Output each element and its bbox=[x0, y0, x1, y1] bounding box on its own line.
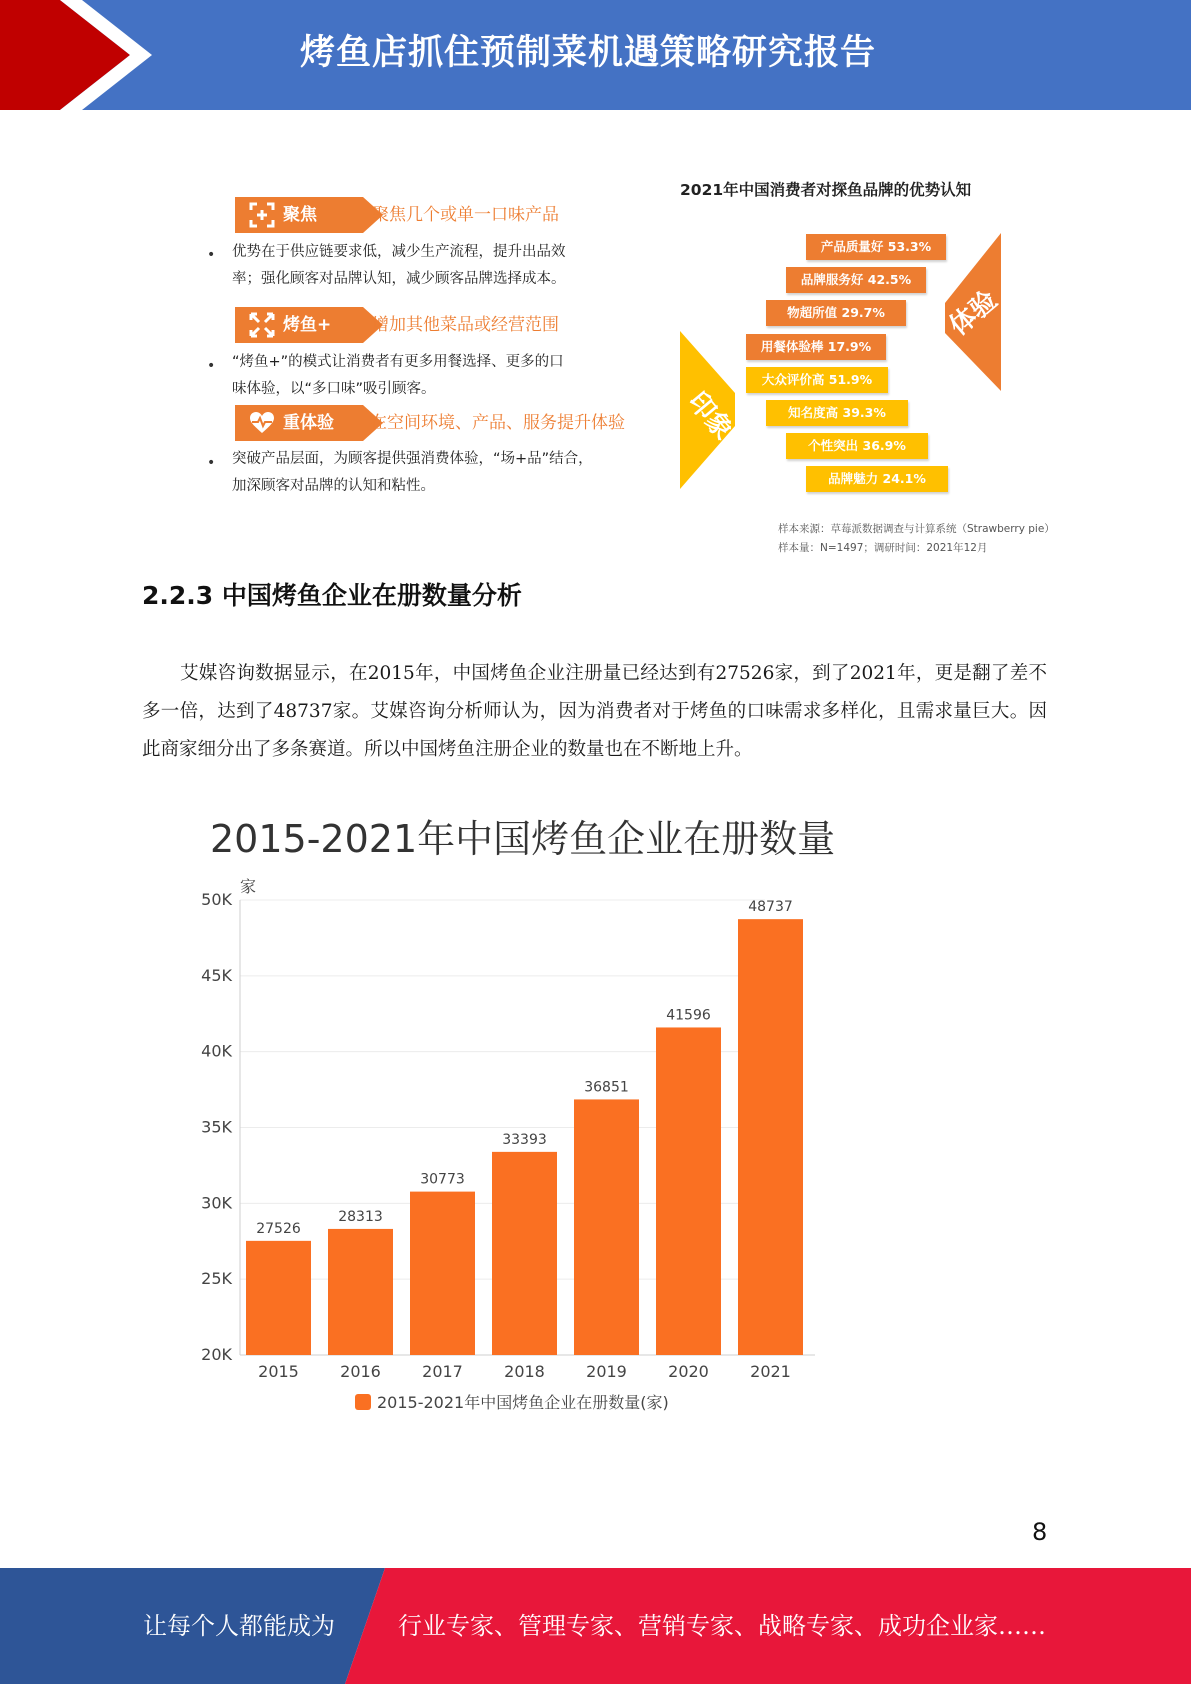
bar-value-label: 41596 bbox=[666, 1007, 711, 1024]
bar-value-label: 28313 bbox=[338, 1208, 383, 1225]
footer-slogan-left: 让每个人都能成为 bbox=[143, 1612, 335, 1640]
report-title: 烤鱼店抓住预制菜机遇策略研究报告 bbox=[300, 33, 877, 73]
legend-swatch bbox=[355, 1394, 371, 1410]
section-heading: 2.2.3 中国烤鱼企业在册数量分析 bbox=[142, 581, 522, 610]
bar-value-label: 48737 bbox=[748, 899, 793, 916]
page-footer bbox=[0, 1568, 1191, 1684]
chart-title: 2015-2021年中国烤鱼企业在册数量 bbox=[210, 817, 836, 861]
bar bbox=[328, 1229, 393, 1355]
bullet-line: 率；强化顾客对品牌认知，减少顾客品牌选择成本。 bbox=[232, 271, 566, 287]
tag-label: 重体验 bbox=[283, 413, 334, 433]
bullet-line: 突破产品层面，为顾客提供强消费体验，“场+品”结合， bbox=[232, 451, 593, 467]
tag-label: 聚焦 bbox=[283, 205, 317, 225]
tag-description: 在空间环境、产品、服务提升体验 bbox=[370, 413, 625, 433]
y-tick-label: 25K bbox=[201, 1269, 232, 1289]
tag-label: 烤鱼+ bbox=[283, 315, 332, 335]
x-tick-label: 2016 bbox=[340, 1362, 381, 1381]
bar-value-label: 33393 bbox=[502, 1131, 547, 1148]
y-tick-label: 35K bbox=[201, 1117, 232, 1137]
x-tick-label: 2018 bbox=[504, 1362, 545, 1381]
bullet-dot: • bbox=[207, 455, 216, 471]
infographic-title: 2021年中国消费者对探鱼品牌的优势认知 bbox=[680, 181, 972, 199]
y-tick-label: 40K bbox=[201, 1041, 232, 1061]
bar-value-label: 27526 bbox=[256, 1220, 301, 1237]
footer-slogan-right: 行业专家、管理专家、营销专家、战略专家、成功企业家…… bbox=[398, 1612, 1046, 1640]
sample-note: 样本量：N=1497；调研时间：2021年12月 bbox=[778, 542, 988, 554]
y-tick-label: 30K bbox=[201, 1193, 232, 1213]
advantage-bar: 产品质量好 53.3% bbox=[806, 234, 946, 260]
focus-frame-icon bbox=[249, 202, 275, 228]
tag-grilled-fish-plus bbox=[235, 307, 363, 343]
legend-label: 2015-2021年中国烤鱼企业在册数量(家) bbox=[377, 1393, 669, 1412]
tag-description: 增加其他菜品或经营范围 bbox=[372, 315, 559, 335]
heartbeat-icon bbox=[249, 410, 275, 436]
bullet-line: 优势在于供应链要求低，减少生产流程，提升出品效 bbox=[232, 244, 566, 260]
bar-chart bbox=[180, 870, 820, 1430]
y-axis-unit-label: 家 bbox=[240, 877, 257, 896]
x-tick-label: 2017 bbox=[422, 1362, 463, 1381]
bar bbox=[492, 1152, 557, 1355]
bar bbox=[656, 1027, 721, 1355]
bullet-dot: • bbox=[207, 358, 216, 374]
page-header bbox=[0, 0, 1191, 110]
tag-experience bbox=[235, 405, 363, 441]
bullet-line: 味体验，以“多口味”吸引顾客。 bbox=[232, 381, 436, 397]
advantage-bar: 物超所值 29.7% bbox=[766, 300, 906, 326]
advantage-bar: 品牌魅力 24.1% bbox=[806, 466, 948, 492]
advantage-bar: 品牌服务好 42.5% bbox=[786, 267, 926, 293]
y-tick-label: 20K bbox=[201, 1345, 232, 1364]
x-tick-label: 2021 bbox=[750, 1362, 791, 1381]
advantage-bar: 个性突出 36.9% bbox=[786, 433, 928, 459]
y-tick-label: 45K bbox=[201, 965, 232, 985]
advantage-bar: 大众评价高 51.9% bbox=[746, 367, 888, 393]
tag-description: 聚焦几个或单一口味产品 bbox=[372, 205, 559, 225]
bar bbox=[410, 1192, 475, 1355]
bullet-line: “烤鱼+”的模式让消费者有更多用餐选择、更多的口 bbox=[232, 354, 564, 370]
expand-arrows-icon bbox=[249, 312, 275, 338]
bullet-line: 加深顾客对品牌的认知和粘性。 bbox=[232, 478, 435, 494]
y-tick-label: 50K bbox=[201, 890, 232, 909]
advantage-bar: 知名度高 39.3% bbox=[766, 400, 908, 426]
body-paragraph: 艾媒咨询数据显示，在2015年，中国烤鱼企业注册量已经达到有27526家，到了2021年，更是翻了差不多一倍，达到了48737家。艾媒咨询分析师认为，因为消费者对于烤鱼的口味需求多样化，且需求量巨大。因此商家细分出了多条赛道。所以中国烤鱼注册企业的数量也在不断地上升。 bbox=[142, 663, 1047, 760]
page-number: 8 bbox=[1032, 1518, 1048, 1546]
x-tick-label: 2015 bbox=[258, 1362, 299, 1381]
bar-value-label: 36851 bbox=[584, 1079, 629, 1096]
advantage-bar: 用餐体验棒 17.9% bbox=[746, 334, 886, 360]
experience-label: 体验 bbox=[944, 285, 1004, 342]
bar-value-label: 30773 bbox=[420, 1171, 465, 1188]
tag-focus bbox=[235, 197, 363, 233]
bar bbox=[246, 1241, 311, 1355]
x-tick-label: 2019 bbox=[586, 1362, 627, 1381]
impression-label: 印象 bbox=[681, 386, 739, 446]
bullet-dot: • bbox=[207, 247, 216, 263]
header-arrow-decoration bbox=[0, 0, 160, 110]
x-tick-label: 2020 bbox=[668, 1362, 709, 1381]
brand-advantage-infographic bbox=[670, 178, 1070, 558]
bar bbox=[574, 1099, 639, 1355]
source-note: 样本来源：草莓派数据调查与计算系统（Strawberry pie） bbox=[778, 523, 1055, 535]
bar bbox=[738, 919, 803, 1355]
